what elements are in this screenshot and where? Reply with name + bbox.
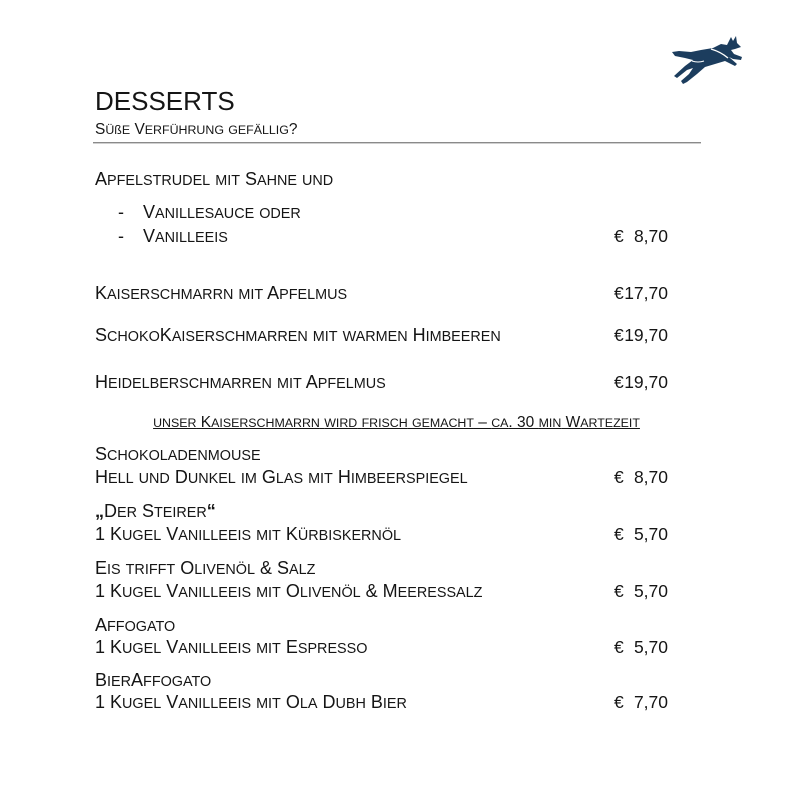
price-currency: € xyxy=(614,581,624,601)
small-caps-run: UGEL xyxy=(122,528,162,544)
small-caps-run: IMBEEREN xyxy=(425,329,501,345)
small-caps-run: AISERSCHMARREN xyxy=(171,329,308,345)
small-caps-run: LIVENÖL xyxy=(299,585,361,601)
small-caps-run: AISERSCHMARRN xyxy=(211,416,320,430)
small-caps-run: AISERSCHMARRN xyxy=(107,287,234,303)
small-caps-run: ANILLEEIS xyxy=(178,696,252,712)
small-caps-run: IS xyxy=(107,562,121,578)
small-caps-run: FFOGATO xyxy=(107,619,176,635)
small-caps-run: ERFÜHRUNG xyxy=(144,123,224,137)
small-caps-run: FRISCH xyxy=(361,416,408,430)
preparation-time-note: UNSER KAISERSCHMARRN WIRD FRISCH GEMACHT – CA. 30 MIN WARTEZEIT xyxy=(153,414,640,431)
small-caps-run: ANILLEEIS xyxy=(178,641,252,657)
small-caps-run: UGEL xyxy=(122,696,162,712)
item-name: SCHOKOKAISERSCHMARREN MIT WARMEN HIMBEEREN xyxy=(95,325,501,345)
item-description: 1 KUGEL VANILLEEIS MIT OLIVENÖL & MEERESSALZ xyxy=(95,581,483,601)
price-currency: € xyxy=(614,524,624,544)
small-caps-run: CHOKO xyxy=(107,329,160,345)
small-caps-run: PFELMUS xyxy=(317,376,386,392)
menu-item-eis-olivenoel-salz xyxy=(0,557,793,579)
small-caps-run: UNSER xyxy=(153,416,197,430)
price-amount: 19,70 xyxy=(624,325,668,345)
item-description-row xyxy=(0,466,793,488)
small-caps-run: UNKEL xyxy=(187,471,236,487)
item-description-row xyxy=(0,523,793,545)
small-caps-run: ALZ xyxy=(289,562,316,578)
small-caps-run: MIT xyxy=(238,287,264,303)
menu-item-kaiserschmarrn xyxy=(0,282,793,304)
small-caps-run: AHNE xyxy=(257,173,297,189)
small-caps-run: Ü xyxy=(105,123,115,137)
option-bullet: - xyxy=(118,202,124,222)
item-name: KAISERSCHMARRN MIT APFELMUS xyxy=(95,283,348,303)
small-caps-run: IER xyxy=(382,696,407,712)
small-caps-run: CA xyxy=(491,416,509,430)
option-label: VANILLEEIS xyxy=(143,226,228,246)
price xyxy=(614,523,668,545)
small-caps-run: ANILLESAUCE xyxy=(155,206,255,222)
small-caps-run: MIN xyxy=(538,416,562,430)
option-row xyxy=(0,225,793,247)
small-caps-run: TEIRER xyxy=(154,505,207,521)
price-amount: 8,70 xyxy=(633,226,668,246)
small-caps-run: SPRESSO xyxy=(297,641,368,657)
price-amount: 17,70 xyxy=(624,283,668,303)
item-description: 1 KUGEL VANILLEEIS MIT KÜRBISKERNÖL xyxy=(95,524,402,544)
menu-item-apfelstrudel xyxy=(0,168,793,190)
price-currency: € xyxy=(614,467,624,487)
price xyxy=(614,324,668,346)
small-caps-run: ELL xyxy=(108,471,134,487)
price xyxy=(614,371,668,393)
small-caps-run: UGEL xyxy=(122,641,162,657)
small-caps-run: UND xyxy=(138,471,170,487)
item-name: HEIDELBERSCHMARREN MIT APFELMUS xyxy=(95,372,386,392)
small-caps-run: EERESSALZ xyxy=(397,585,483,601)
small-caps-run: PFELSTRUDEL xyxy=(107,173,211,189)
small-caps-run: E xyxy=(121,123,131,137)
item-description-row xyxy=(0,691,793,713)
small-caps-run: LIVENÖL xyxy=(194,562,256,578)
item-name: „DER STEIRER“ xyxy=(95,501,216,521)
item-description-row xyxy=(0,636,793,658)
price-amount: 19,70 xyxy=(624,372,668,392)
small-caps-run: ANILLEEIS xyxy=(155,230,228,246)
price-amount: 5,70 xyxy=(633,524,668,544)
small-caps-run: LAS xyxy=(275,471,304,487)
option-row xyxy=(0,201,793,223)
small-caps-run: ANILLEEIS xyxy=(178,528,252,544)
small-caps-run: IER xyxy=(107,674,132,690)
item-description: 1 KUGEL VANILLEEIS MIT OLA DUBH BIER xyxy=(95,692,407,712)
price xyxy=(614,580,668,602)
price-amount: 7,70 xyxy=(633,692,668,712)
small-caps-run: GEFÄLLIG xyxy=(228,123,289,137)
small-caps-run: ARTEZEIT xyxy=(580,416,640,430)
price-currency: € xyxy=(614,372,624,392)
item-name: SCHOKOLADENMOUSE xyxy=(95,444,261,464)
item-description: HELL UND DUNKEL IM GLAS MIT HIMBEERSPIEGEL xyxy=(95,467,468,487)
price xyxy=(614,636,668,658)
item-name: AFFOGATO xyxy=(95,615,176,635)
option-label: VANILLESAUCE ODER xyxy=(143,202,301,222)
price-currency: € xyxy=(614,692,624,712)
small-caps-run: PFELMUS xyxy=(279,287,348,303)
page-subtitle: SÜßE VERFÜHRUNG GEFÄLLIG? xyxy=(95,121,298,138)
small-caps-run: GEMACHT xyxy=(412,416,474,430)
small-caps-run: ODER xyxy=(259,206,301,222)
price-amount: 8,70 xyxy=(633,467,668,487)
small-caps-run: TRIFFT xyxy=(125,562,176,578)
price xyxy=(614,691,668,713)
page-title: DESSERTS xyxy=(95,86,235,116)
price-amount: 5,70 xyxy=(633,581,668,601)
price-currency: € xyxy=(614,325,624,345)
price-amount: 5,70 xyxy=(633,637,668,657)
price-currency: € xyxy=(614,637,624,657)
small-caps-run: MIT xyxy=(308,471,333,487)
header-divider xyxy=(93,142,701,143)
menu-item-schokoladenmouse xyxy=(0,443,793,465)
option-bullet: - xyxy=(118,226,124,246)
item-name: EIS TRIFFT OLIVENÖL & SALZ xyxy=(95,558,316,578)
item-name: BIERAFFOGATO xyxy=(95,670,212,690)
price xyxy=(614,225,668,247)
small-caps-run: MIT xyxy=(256,585,281,601)
item-description-row xyxy=(0,580,793,602)
small-caps-run: MIT xyxy=(256,696,281,712)
small-caps-run: ANILLEEIS xyxy=(178,585,252,601)
small-caps-run: FFOGATO xyxy=(143,674,212,690)
small-caps-run: WARMEN xyxy=(342,329,408,345)
small-caps-run: ÜRBISKERNÖL xyxy=(297,528,402,544)
fox-logo-icon xyxy=(671,34,743,86)
small-caps-run: MIT xyxy=(256,528,281,544)
small-caps-run: “ xyxy=(206,501,216,521)
small-caps-run: MIT xyxy=(215,173,240,189)
small-caps-run: ER xyxy=(117,505,137,521)
item-description: 1 KUGEL VANILLEEIS MIT ESPRESSO xyxy=(95,637,368,657)
small-caps-run: UGEL xyxy=(122,585,162,601)
menu-item-schokokaiserschmarren xyxy=(0,324,793,346)
small-caps-run: MIT xyxy=(256,641,281,657)
item-name: APFELSTRUDEL MIT SAHNE UND xyxy=(95,169,334,189)
small-caps-run: UBH xyxy=(335,696,366,712)
price-currency: € xyxy=(614,283,624,303)
menu-item-affogato xyxy=(0,614,793,636)
small-caps-run: EIDELBERSCHMARREN xyxy=(108,376,272,392)
small-caps-run: ß xyxy=(114,123,122,137)
menu-item-heidelberschmarren xyxy=(0,371,793,393)
small-caps-run: MIT xyxy=(276,376,302,392)
small-caps-run: „ xyxy=(95,501,104,521)
small-caps-run: MIT xyxy=(312,329,338,345)
small-caps-run: IM xyxy=(240,471,257,487)
menu-item-bieraffogato xyxy=(0,669,793,691)
price xyxy=(614,282,668,304)
small-caps-run: WIRD xyxy=(324,416,358,430)
small-caps-run: LA xyxy=(299,696,318,712)
price-currency: € xyxy=(614,226,624,246)
small-caps-run: UND xyxy=(302,173,334,189)
menu-item-der-steirer xyxy=(0,500,793,522)
price xyxy=(614,466,668,488)
small-caps-run: IMBEERSPIEGEL xyxy=(350,471,468,487)
small-caps-run: CHOKOLADENMOUSE xyxy=(107,448,261,464)
